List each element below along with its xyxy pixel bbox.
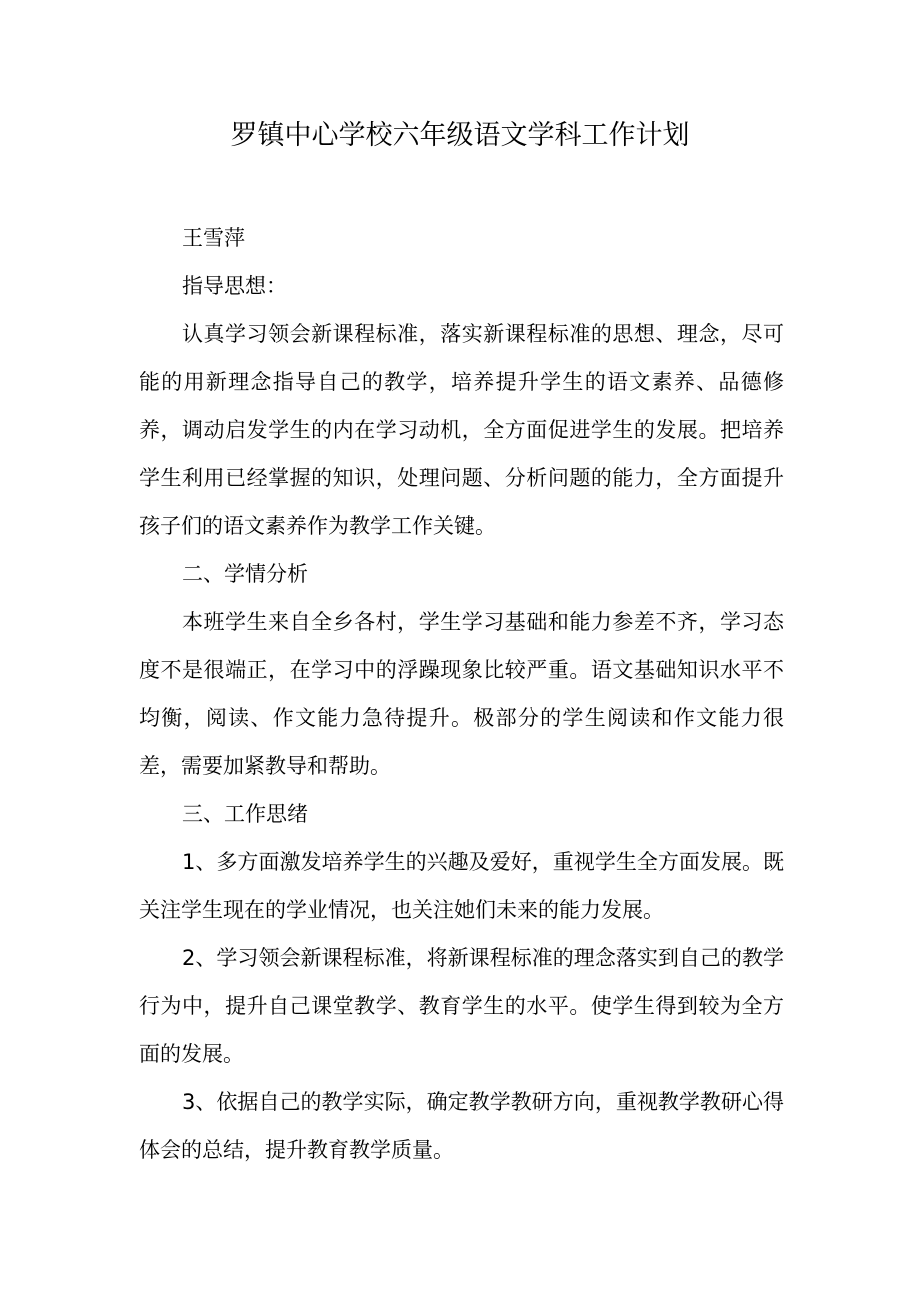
paragraph-work-idea-2: 2、学习领会新课程标准，将新课程标准的理念落实到自己的教学行为中，提升自己课堂教学、教育学生的水平。使学生得到较为全方面的发展。 — [139, 946, 784, 1066]
paragraph-work-idea-1: 1、多方面激发培养学生的兴趣及爱好，重视学生全方面发展。既关注学生现在的学业情况，也关注她们未来的能力发展。 — [139, 850, 784, 922]
paragraph-guiding-ideology: 认真学习领会新课程标准，落实新课程标准的思想、理念，尽可能的用新理念指导自己的教学，培养提升学生的语文素养、品德修养，调动启发学生的内在学习动机，全方面促进学生的发展。把培养学生利用已经掌握的知识，处理问题、分析问题的能力，全方面提升孩子们的语文素养作为教学工作关键。 — [139, 322, 784, 538]
section-heading-guiding-ideology: 指导思想： — [182, 274, 287, 298]
document-title: 罗镇中心学校六年级语文学科工作计划 — [230, 120, 690, 151]
paragraph-student-analysis: 本班学生来自全乡各村，学生学习基础和能力参差不齐，学习态度不是很端正，在学习中的浮躁现象比较严重。语文基础知识水平不均衡，阅读、作文能力急待提升。极部分的学生阅读和作文能力很差，需要加紧教导和帮助。 — [139, 610, 784, 778]
paragraph-work-idea-3: 3、依据自己的教学实际，确定教学教研方向，重视教学教研心得体会的总结，提升教育教学质量。 — [139, 1090, 784, 1162]
section-heading-student-analysis: 二、学情分析 — [182, 562, 308, 586]
section-heading-work-ideas: 三、工作思绪 — [182, 802, 308, 826]
author-line: 王雪萍 — [182, 226, 245, 250]
document-body — [139, 214, 784, 1174]
